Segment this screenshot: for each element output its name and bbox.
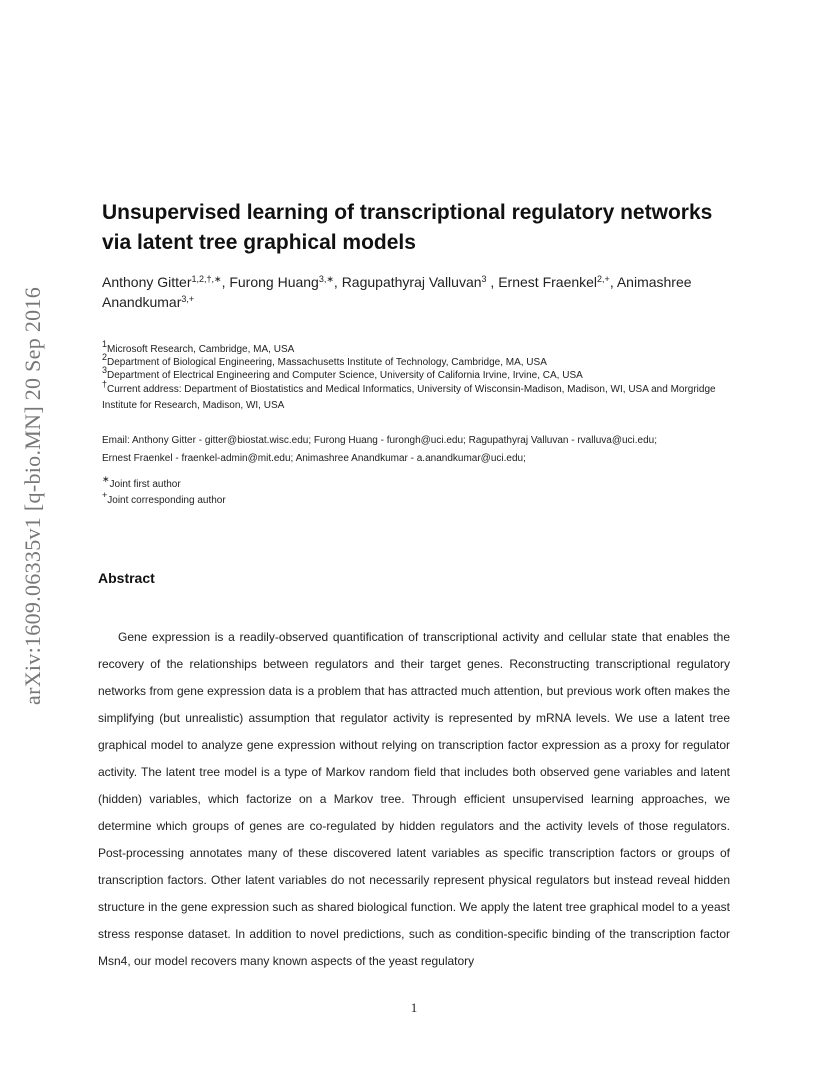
affiliations (102, 339, 752, 414)
affiliation-item: $^1$Microsoft Research, Cambridge, MA, USA (102, 339, 295, 355)
author: Furong Huang$^{3,∗}$, (229, 274, 342, 290)
note-joint-first: ∗Joint first author (102, 474, 181, 490)
author-notes (102, 474, 752, 509)
paper-title (102, 198, 752, 258)
title-line-2: via latent tree graphical models (102, 231, 416, 254)
email-block (102, 432, 752, 468)
affiliation-item: $^3$Department of Electrical Engineering and Computer Science, University of California Irvine, Irvine, CA, USA (102, 365, 583, 381)
author: Ernest Fraenkel$^{2,+}$, (498, 274, 617, 290)
affiliation-item: $^2$Department of Biological Engineering, Massachusetts Institute of Technology, Cambridge, MA, USA (102, 352, 547, 368)
author: Anthony Gitter$^{1,2,\dagger,∗}$, (102, 274, 230, 290)
author: Animashree Anandkumar$^{3,+}$ (102, 274, 692, 310)
abstract-body: Gene expression is a readily-observed quantification of transcriptional activity and cellular state that enables the recovery of the relationships between regulators and their target genes. Reconstructing transcriptional regulatory networks from gene expression data is a problem that has attracted much attention, but previous work often makes the simplifying (but unrealistic) assumption that regulator activity is represented by mRNA levels. We use a latent tree graphical model to analyze gene expression without relying on transcription factor expression as a proxy for regulator activity. The latent tree model is a type of Markov random field that includes both observed gene variables and latent (hidden) variables, which factorize on a Markov tree. Through efficient unsupervised learning approaches, we determine which groups of genes are co-regulated by hidden regulators and the activity levels of those regulators. Post-processing annotates many of these discovered latent variables as specific transcription factors or groups of transcription factors. Other latent variables do not necessarily represent physical regulators but instead reveal hidden structure in the gene expression such as shared biological function. We apply the latent tree graphical model to a yeast stress response dataset. In addition to novel predictions, such as condition-specific binding of the transcription factor Msn4, our model recovers many known aspects of the yeast regulatory (98, 630, 730, 968)
email-line-2: Ernest Fraenkel - fraenkel-admin@mit.edu; Animashree Anandkumar - a.anandkumar@uci.edu; (102, 453, 526, 464)
abstract-heading: Abstract (98, 570, 155, 586)
title-line-1: Unsupervised learning of transcriptional regulatory networks (102, 201, 713, 224)
author-list (102, 272, 752, 312)
author: Ragupathyraj Valluvan$^3$ , (341, 274, 499, 290)
arxiv-identifier: arXiv:1609.06335v1 [q-bio.MN] 20 Sep 2016 (20, 286, 45, 705)
affiliation-item: †Current address: Department of Biostatistics and Medical Informatics, University of Wisconsin-Madison, Madison, WI, USA and Morgridge Institute for Research, Madison, WI, USA (102, 379, 716, 411)
note-joint-corresponding: +Joint corresponding author (102, 490, 226, 506)
page-number: 1 (410, 1000, 418, 1015)
email-line-1: Email: Anthony Gitter - gitter@biostat.wisc.edu; Furong Huang - furongh@uci.edu; Ragupathyraj Valluvan - rvalluva@uci.edu; (102, 435, 657, 446)
